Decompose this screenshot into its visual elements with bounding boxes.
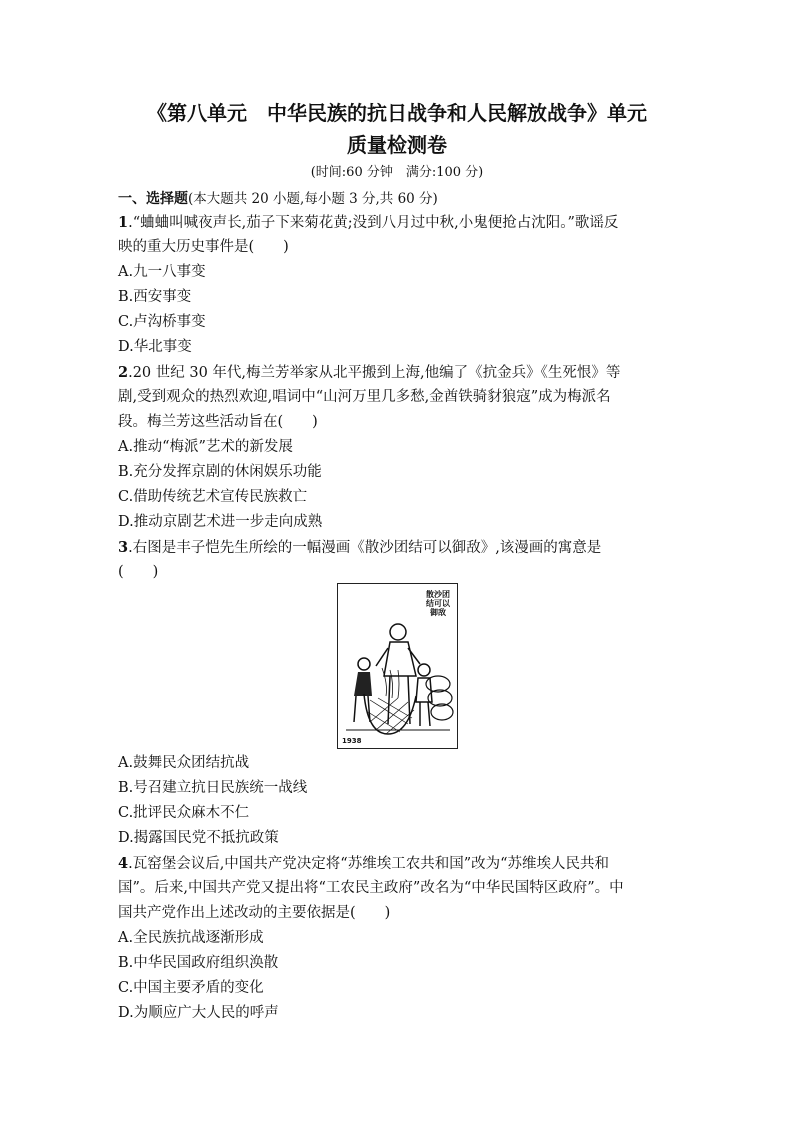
cartoon-year: 1938 bbox=[342, 737, 362, 745]
q2-stem-line1 bbox=[118, 360, 678, 386]
q4-option-b: B.中华民国政府组织涣散 bbox=[118, 955, 279, 971]
q3-option-d: D.揭露国民党不抵抗政策 bbox=[118, 830, 279, 846]
q4-stem-line3: 国共产党作出上述改动的主要依据是( ) bbox=[118, 905, 391, 921]
cartoon-illustration bbox=[338, 584, 456, 747]
q2-stem-text1: .20 世纪 30 年代,梅兰芳举家从北平搬到上海,他编了《抗金兵》《生死恨》等 bbox=[128, 365, 621, 381]
page-title-line2: 质量检测卷 bbox=[347, 133, 447, 157]
q1-option-d: D.华北事变 bbox=[118, 339, 192, 355]
cartoon-caption: 散沙团结可以御敌 bbox=[426, 589, 450, 617]
q2-stem-line3: 段。梅兰芳这些活动旨在( ) bbox=[118, 414, 318, 430]
q1-number: 1 bbox=[118, 214, 129, 231]
q4-option-c: C.中国主要矛盾的变化 bbox=[118, 980, 264, 996]
q2-option-b: B.充分发挥京剧的休闲娱乐功能 bbox=[118, 464, 322, 480]
exam-time-score: (时间:60 分钟 满分:100 分) bbox=[310, 165, 484, 180]
q2-option-a: A.推动“梅派”艺术的新发展 bbox=[118, 439, 293, 455]
q2-option-c: C.借助传统艺术宣传民族救亡 bbox=[118, 489, 308, 505]
q4-option-d: D.为顺应广大人民的呼声 bbox=[118, 1005, 279, 1021]
q3-option-b: B.号召建立抗日民族统一战线 bbox=[118, 780, 308, 796]
q1-option-a: A.九一八事变 bbox=[118, 264, 206, 280]
q3-option-a: A.鼓舞民众团结抗战 bbox=[118, 755, 250, 771]
q4-stem-line2: 国”。后来,中国共产党又提出将“工农民主政府”改名为“中华民国特区政府”。中 bbox=[118, 880, 624, 896]
q4-stem-text1: .瓦窑堡会议后,中国共产党决定将“苏维埃工农共和国”改为“苏维埃人民共和 bbox=[128, 856, 610, 872]
cartoon-figure bbox=[337, 583, 458, 749]
q3-stem-line1 bbox=[118, 535, 678, 561]
q2-option-d: D.推动京剧艺术进一步走向成熟 bbox=[118, 514, 323, 530]
page-title-line1: 《第八单元 中华民族的抗日战争和人民解放战争》单元 bbox=[147, 101, 647, 125]
q1-stem-line1 bbox=[118, 210, 678, 236]
section-note: (本大题共 20 小题,每小题 3 分,共 60 分) bbox=[188, 191, 438, 207]
q2-stem-line2: 剧,受到观众的热烈欢迎,唱词中“山河万里几多愁,金酋铁骑豺狼寇”成为梅派名 bbox=[118, 389, 611, 405]
q3-option-c: C.批评民众麻木不仁 bbox=[118, 805, 250, 821]
section-title: 一、选择题 bbox=[118, 191, 188, 207]
q1-stem-text1: .“蛐蛐叫喊夜声长,茄子下来菊花黄;没到八月过中秋,小鬼便抢占沈阳。”歌谣反 bbox=[128, 215, 619, 231]
q4-option-a: A.全民族抗战逐渐形成 bbox=[118, 930, 264, 946]
q3-stem-text1: .右图是丰子恺先生所绘的一幅漫画《散沙团结可以御敌》,该漫画的寓意是 bbox=[128, 540, 602, 556]
section-heading bbox=[118, 187, 678, 212]
q1-stem-line2: 映的重大历史事件是( ) bbox=[118, 239, 289, 255]
q3-number: 3 bbox=[118, 539, 129, 556]
q4-number: 4 bbox=[118, 855, 129, 872]
q4-stem-line1 bbox=[118, 851, 678, 877]
q2-number: 2 bbox=[118, 364, 129, 381]
q1-option-c: C.卢沟桥事变 bbox=[118, 314, 206, 330]
q3-stem-line2: ( ) bbox=[118, 564, 159, 580]
q1-option-b: B.西安事变 bbox=[118, 289, 192, 305]
